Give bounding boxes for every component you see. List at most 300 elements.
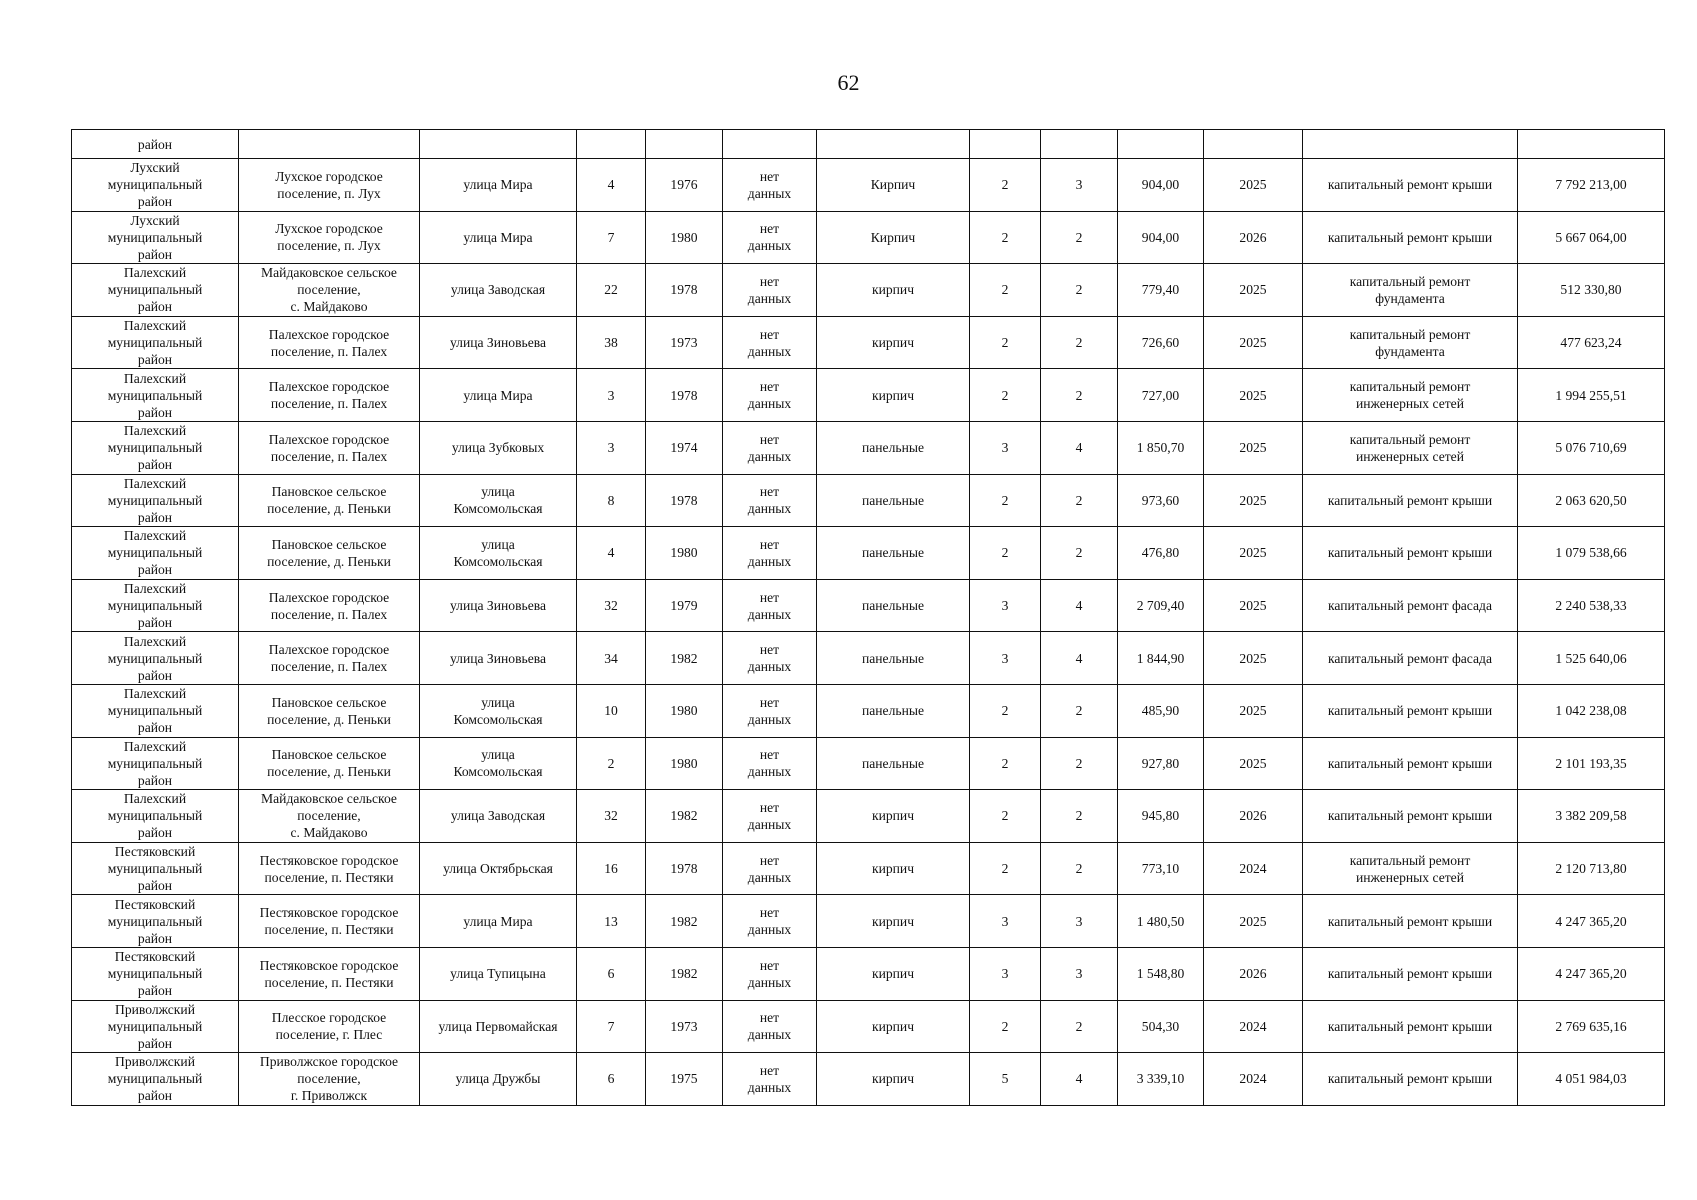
cell-floors-text: 2 [1075, 545, 1083, 561]
cell-work-type [1303, 369, 1518, 422]
cell-area [1118, 684, 1204, 737]
table-row [72, 264, 1665, 317]
cell-cost [1518, 474, 1665, 527]
cell-district-text: Пестяковский муниципальный район [107, 844, 203, 894]
table-row [72, 895, 1665, 948]
cell-year-built [646, 737, 723, 790]
cell-cost [1518, 264, 1665, 317]
cell-area [1118, 264, 1204, 317]
cell-house [577, 211, 646, 264]
cell-plan-year [1204, 947, 1303, 1000]
cell-settlement-text: Пестяковское городское поселение, п. Пестяки [259, 957, 399, 990]
table-row [72, 579, 1665, 632]
cell-floors-text: 4 [1075, 1071, 1083, 1087]
cell-street [420, 684, 577, 737]
cell-entrances [970, 684, 1041, 737]
cell-entrances [970, 1000, 1041, 1053]
cell-year-privatization [723, 895, 817, 948]
cell-cost-text: 7 792 213,00 [1555, 177, 1627, 193]
cell-year-built-text: 1978 [670, 861, 698, 877]
cell-year-privatization [723, 1053, 817, 1106]
cell-work-type-text: капитальный ремонт фасада [1328, 598, 1492, 614]
cell-street-text: улица Первомайская [438, 1018, 558, 1034]
cell-cost [1518, 1000, 1665, 1053]
cell-year-privatization [723, 159, 817, 212]
cell-work-type-text: капитальный ремонт фундамента [1349, 326, 1471, 359]
cell-entrances [970, 159, 1041, 212]
cell-year-built [646, 790, 723, 843]
cell-plan-year [1204, 316, 1303, 369]
cell-area-text: 3 339,10 [1136, 1071, 1185, 1087]
cell-house-text: 3 [607, 440, 615, 456]
cell-material [817, 1053, 970, 1106]
cell-cost [1518, 632, 1665, 685]
cell-floors-text: 2 [1075, 387, 1083, 403]
cell-house [577, 790, 646, 843]
cell-cost [1518, 842, 1665, 895]
cell-street-text: улица Комсомольская [453, 694, 543, 727]
cell-floors [1041, 316, 1118, 369]
cell-material [817, 737, 970, 790]
cell-district-text: Пестяковский муниципальный район [107, 949, 203, 999]
cell-entrances [970, 895, 1041, 948]
cell-material-text: панельные [861, 703, 925, 719]
cell-year-built-text: 1980 [670, 545, 698, 561]
cell-entrances [970, 579, 1041, 632]
cell-house-text: 4 [607, 545, 615, 561]
cell-plan-year [1204, 1000, 1303, 1053]
cell-year-built [646, 632, 723, 685]
cell-settlement-text: Приволжское городское поселение, г. Приволжск [259, 1054, 399, 1104]
cell-floors-text: 2 [1075, 808, 1083, 824]
cell-year-built-text: 1980 [670, 229, 698, 245]
cell-plan-year [1204, 632, 1303, 685]
cell-settlement-text: Палехское городское поселение, п. Палех [268, 326, 390, 359]
cell-year-privatization [723, 1000, 817, 1053]
cell-material-text: кирпич [871, 1018, 915, 1034]
cell-year-built [646, 369, 723, 422]
cell-settlement [239, 684, 420, 737]
cell-settlement-text: Майдаковское сельское поселение, с. Майдаково [261, 791, 397, 841]
cell-settlement-text: Пановское сельское поселение, д. Пеньки [267, 484, 391, 517]
cell-material [817, 579, 970, 632]
cell-cost-text: 4 247 365,20 [1555, 913, 1627, 929]
cell-plan-year-text: 2025 [1239, 913, 1267, 929]
cell-plan-year-text: 2026 [1239, 808, 1267, 824]
cell-cost-text: 477 623,24 [1560, 335, 1622, 351]
cell-entrances-text: 2 [1001, 755, 1009, 771]
cell-entrances-text: 3 [1001, 598, 1009, 614]
cell-district-text: Палехский муниципальный район [107, 370, 203, 420]
cell-area-text: 1 844,90 [1136, 650, 1185, 666]
cell-year-built-text: 1982 [670, 966, 698, 982]
cell-entrances [970, 1053, 1041, 1106]
cell-house-text: 4 [607, 177, 615, 193]
cell-settlement-text: Палехское городское поселение, п. Палех [268, 431, 390, 464]
cell-plan-year [1204, 737, 1303, 790]
cell-settlement [239, 842, 420, 895]
cell-plan-year-text: 2025 [1239, 440, 1267, 456]
cell-year-privatization [723, 527, 817, 580]
cell-material [817, 421, 970, 474]
cell-work-type-text: капитальный ремонт крыши [1327, 545, 1493, 561]
cell-year-privatization-text: нет данных [747, 379, 792, 412]
cell-cost [1518, 790, 1665, 843]
cell-material-text: панельные [861, 545, 925, 561]
cell-house-text: 34 [604, 650, 618, 666]
cell-cost-text: 1 042 238,08 [1555, 703, 1627, 719]
cell-floors-text: 4 [1075, 598, 1083, 614]
cell-plan-year-text: 2025 [1239, 335, 1267, 351]
cell-house-text: 8 [607, 492, 615, 508]
cell-cost [1518, 316, 1665, 369]
cell-work-type-text: капитальный ремонт инженерных сетей [1349, 852, 1471, 885]
cell-work-type-text: капитальный ремонт фасада [1328, 650, 1492, 666]
cell-year-privatization-text: нет данных [747, 642, 792, 675]
cell-settlement [239, 947, 420, 1000]
cell-year-built [646, 684, 723, 737]
cell-entrances-text: 2 [1001, 703, 1009, 719]
cell-floors [1041, 790, 1118, 843]
cell-material-text: кирпич [871, 282, 915, 298]
cell-street [420, 264, 577, 317]
cell-district-text: Палехский муниципальный район [107, 423, 203, 473]
cell-material [817, 842, 970, 895]
cell-cost-text: 4 247 365,20 [1555, 966, 1627, 982]
cell-year-built [646, 895, 723, 948]
cell-material-text: кирпич [871, 335, 915, 351]
cell-material-text: кирпич [871, 913, 915, 929]
cell-year-privatization [723, 421, 817, 474]
cell-year-built [646, 842, 723, 895]
cell-year-built-text: 1980 [670, 755, 698, 771]
cell-floors [1041, 211, 1118, 264]
cell-work-type-text: капитальный ремонт крыши [1327, 808, 1493, 824]
cell-street [420, 1053, 577, 1106]
cell-area [1118, 130, 1204, 159]
cell-material [817, 264, 970, 317]
cell-street-text: улица Мира [463, 913, 533, 929]
cell-floors-text: 3 [1075, 913, 1083, 929]
cell-work-type [1303, 842, 1518, 895]
cell-district [72, 947, 239, 1000]
cell-floors [1041, 947, 1118, 1000]
cell-year-built [646, 211, 723, 264]
cell-work-type-text: капитальный ремонт крыши [1327, 229, 1493, 245]
cell-cost [1518, 159, 1665, 212]
cell-cost-text: 2 240 538,33 [1555, 598, 1627, 614]
cell-district-text: Палехский муниципальный район [107, 475, 203, 525]
cell-district-text: Лухский муниципальный район [107, 160, 203, 210]
cell-floors-text: 3 [1075, 966, 1083, 982]
cell-settlement [239, 130, 420, 159]
cell-year-privatization-text: нет данных [747, 852, 792, 885]
page-number: 62 [837, 70, 860, 95]
cell-work-type [1303, 684, 1518, 737]
cell-work-type [1303, 130, 1518, 159]
cell-plan-year-text: 2025 [1239, 598, 1267, 614]
cell-street-text: улица Заводская [450, 282, 546, 298]
cell-floors [1041, 1000, 1118, 1053]
cell-plan-year [1204, 369, 1303, 422]
cell-floors-text: 2 [1075, 703, 1083, 719]
cell-area-text: 945,80 [1141, 808, 1180, 824]
cell-district-text: Палехский муниципальный район [107, 738, 203, 788]
cell-district [72, 474, 239, 527]
table-row [72, 369, 1665, 422]
cell-cost-text: 1 994 255,51 [1555, 387, 1627, 403]
cell-year-privatization [723, 947, 817, 1000]
cell-entrances-text: 2 [1001, 229, 1009, 245]
cell-work-type [1303, 159, 1518, 212]
cell-year-privatization-text: нет данных [747, 273, 792, 306]
cell-area-text: 904,00 [1141, 229, 1180, 245]
cell-area-text: 727,00 [1141, 387, 1180, 403]
cell-house [577, 316, 646, 369]
cell-settlement-text: Пестяковское городское поселение, п. Пестяки [259, 852, 399, 885]
cell-year-privatization [723, 790, 817, 843]
cell-plan-year-text: 2025 [1239, 387, 1267, 403]
cell-entrances [970, 369, 1041, 422]
table-row [72, 632, 1665, 685]
cell-house [577, 159, 646, 212]
cell-plan-year-text: 2024 [1239, 861, 1267, 877]
table-row [72, 737, 1665, 790]
cell-street [420, 737, 577, 790]
cell-cost [1518, 684, 1665, 737]
cell-plan-year [1204, 159, 1303, 212]
cell-street [420, 159, 577, 212]
cell-work-type-text: капитальный ремонт инженерных сетей [1349, 379, 1471, 412]
cell-work-type-text: капитальный ремонт фундамента [1349, 273, 1471, 306]
cell-house-text: 32 [604, 808, 618, 824]
table-row [72, 1053, 1665, 1106]
cell-district [72, 684, 239, 737]
cell-street-text: улица Тупицына [450, 966, 546, 982]
cell-area-text: 779,40 [1141, 282, 1180, 298]
cell-settlement [239, 579, 420, 632]
cell-floors-text: 2 [1075, 282, 1083, 298]
cell-floors [1041, 842, 1118, 895]
cell-house [577, 684, 646, 737]
cell-street-text: улица Комсомольская [453, 484, 543, 517]
table-row [72, 1000, 1665, 1053]
continuation-row [72, 130, 1665, 159]
table-row [72, 684, 1665, 737]
cell-street [420, 579, 577, 632]
cell-work-type [1303, 421, 1518, 474]
cell-material [817, 474, 970, 527]
cell-area-text: 504,30 [1141, 1018, 1180, 1034]
cell-area-text: 1 480,50 [1136, 913, 1185, 929]
cell-floors [1041, 895, 1118, 948]
cell-material-text: Кирпич [870, 229, 916, 245]
cell-plan-year-text: 2026 [1239, 229, 1267, 245]
cell-work-type [1303, 1053, 1518, 1106]
cell-cost-text: 1 079 538,66 [1555, 545, 1627, 561]
cell-plan-year [1204, 895, 1303, 948]
cell-area-text: 1 548,80 [1136, 966, 1185, 982]
cell-year-privatization-text: нет данных [747, 431, 792, 464]
cell-year-built-text: 1978 [670, 492, 698, 508]
cell-entrances [970, 842, 1041, 895]
cell-area [1118, 211, 1204, 264]
cell-material [817, 527, 970, 580]
cell-plan-year-text: 2025 [1239, 545, 1267, 561]
cell-cost-text: 2 101 193,35 [1555, 755, 1627, 771]
cell-year-built [646, 1053, 723, 1106]
cell-district-text: Приволжский муниципальный район [107, 1054, 203, 1104]
cell-district-text: Палехский муниципальный район [107, 633, 203, 683]
cell-year-privatization [723, 369, 817, 422]
cell-floors-text: 2 [1075, 861, 1083, 877]
cell-plan-year-text: 2026 [1239, 966, 1267, 982]
cell-district-text: Палехский муниципальный район [107, 686, 203, 736]
cell-street [420, 895, 577, 948]
cell-material-text: панельные [861, 492, 925, 508]
cell-street [420, 947, 577, 1000]
cell-plan-year-text: 2024 [1239, 1071, 1267, 1087]
cell-house-text: 38 [604, 335, 618, 351]
cell-entrances-text: 2 [1001, 335, 1009, 351]
cell-floors [1041, 684, 1118, 737]
cell-year-privatization-text: нет данных [747, 905, 792, 938]
cell-material [817, 316, 970, 369]
cell-year-built [646, 947, 723, 1000]
cell-material [817, 130, 970, 159]
cell-cost-text: 2 063 620,50 [1555, 492, 1627, 508]
cell-cost-text: 5 076 710,69 [1555, 440, 1627, 456]
cell-plan-year [1204, 421, 1303, 474]
cell-entrances [970, 947, 1041, 1000]
cell-house [577, 737, 646, 790]
cell-street-text: улица Комсомольская [453, 747, 543, 780]
cell-settlement-text: Плесское городское поселение, г. Плес [271, 1010, 387, 1043]
cell-year-privatization [723, 579, 817, 632]
cell-district [72, 842, 239, 895]
cell-district [72, 421, 239, 474]
cell-street-text: улица Мира [463, 387, 533, 403]
cell-entrances-text: 2 [1001, 177, 1009, 193]
cell-material-text: кирпич [871, 387, 915, 403]
cell-house [577, 474, 646, 527]
cell-area [1118, 421, 1204, 474]
table-row [72, 421, 1665, 474]
cell-material [817, 790, 970, 843]
cell-district-text: Пестяковский муниципальный район [107, 896, 203, 946]
cell-year-privatization [723, 130, 817, 159]
cell-entrances [970, 737, 1041, 790]
cell-entrances [970, 474, 1041, 527]
cell-house [577, 1053, 646, 1106]
cell-house-text: 7 [607, 229, 615, 245]
cell-street-text: улица Комсомольская [453, 536, 543, 569]
cell-cost-text: 5 667 064,00 [1555, 229, 1627, 245]
cell-area [1118, 947, 1204, 1000]
cell-settlement [239, 159, 420, 212]
cell-year-built-text: 1974 [670, 440, 698, 456]
cell-area [1118, 1053, 1204, 1106]
cell-plan-year [1204, 474, 1303, 527]
cell-settlement [239, 1000, 420, 1053]
cell-district [72, 316, 239, 369]
cell-plan-year-text: 2025 [1239, 492, 1267, 508]
cell-district [72, 264, 239, 317]
cell-material-text: панельные [861, 650, 925, 666]
cell-plan-year [1204, 579, 1303, 632]
cell-year-privatization-text: нет данных [747, 168, 792, 201]
cell-district [72, 790, 239, 843]
table-row [72, 947, 1665, 1000]
cell-house [577, 947, 646, 1000]
cell-work-type-text: капитальный ремонт крыши [1327, 177, 1493, 193]
cell-street [420, 316, 577, 369]
cell-year-privatization-text: нет данных [747, 589, 792, 622]
cell-street [420, 632, 577, 685]
cell-material-text: Кирпич [870, 177, 916, 193]
table-body [72, 130, 1665, 1106]
cell-material [817, 1000, 970, 1053]
cell-area [1118, 842, 1204, 895]
cell-floors-text: 4 [1075, 650, 1083, 666]
cell-house [577, 264, 646, 317]
cell-area [1118, 737, 1204, 790]
cell-cost-text: 1 525 640,06 [1555, 650, 1627, 666]
cell-settlement [239, 895, 420, 948]
cell-plan-year-text: 2025 [1239, 650, 1267, 666]
cell-district [72, 579, 239, 632]
cell-entrances-text: 3 [1001, 650, 1009, 666]
cell-settlement-text: Лухское городское поселение, п. Лух [275, 168, 383, 201]
cell-material-text: кирпич [871, 1071, 915, 1087]
cell-work-type [1303, 264, 1518, 317]
cell-entrances-text: 3 [1001, 913, 1009, 929]
cell-material-text: панельные [861, 598, 925, 614]
cell-year-built [646, 421, 723, 474]
cell-cost-text: 2 769 635,16 [1555, 1018, 1627, 1034]
cell-house-text: 22 [604, 282, 618, 298]
cell-entrances [970, 421, 1041, 474]
cell-plan-year [1204, 527, 1303, 580]
cell-year-privatization [723, 842, 817, 895]
cell-year-built-text: 1976 [670, 177, 698, 193]
cell-year-privatization-text: нет данных [747, 694, 792, 727]
cell-year-privatization-text: нет данных [747, 957, 792, 990]
cell-cost-text: 512 330,80 [1560, 282, 1622, 298]
cell-floors [1041, 474, 1118, 527]
cell-street-text: улица Октябрьская [443, 861, 553, 877]
cell-entrances-text: 2 [1001, 808, 1009, 824]
cell-area [1118, 474, 1204, 527]
cell-year-built-text: 1980 [670, 703, 698, 719]
cell-settlement [239, 316, 420, 369]
cell-work-type [1303, 316, 1518, 369]
table-row [72, 159, 1665, 212]
cell-entrances-text: 3 [1001, 966, 1009, 982]
cell-year-privatization [723, 684, 817, 737]
cell-year-built-text: 1978 [670, 387, 698, 403]
cell-area-text: 927,80 [1141, 755, 1180, 771]
cell-plan-year [1204, 130, 1303, 159]
cell-area [1118, 790, 1204, 843]
cell-year-built [646, 130, 723, 159]
cell-area [1118, 1000, 1204, 1053]
cell-year-privatization-text: нет данных [747, 221, 792, 254]
cell-settlement [239, 632, 420, 685]
cell-settlement-text: Лухское городское поселение, п. Лух [275, 221, 383, 254]
cell-work-type [1303, 579, 1518, 632]
cell-area [1118, 895, 1204, 948]
